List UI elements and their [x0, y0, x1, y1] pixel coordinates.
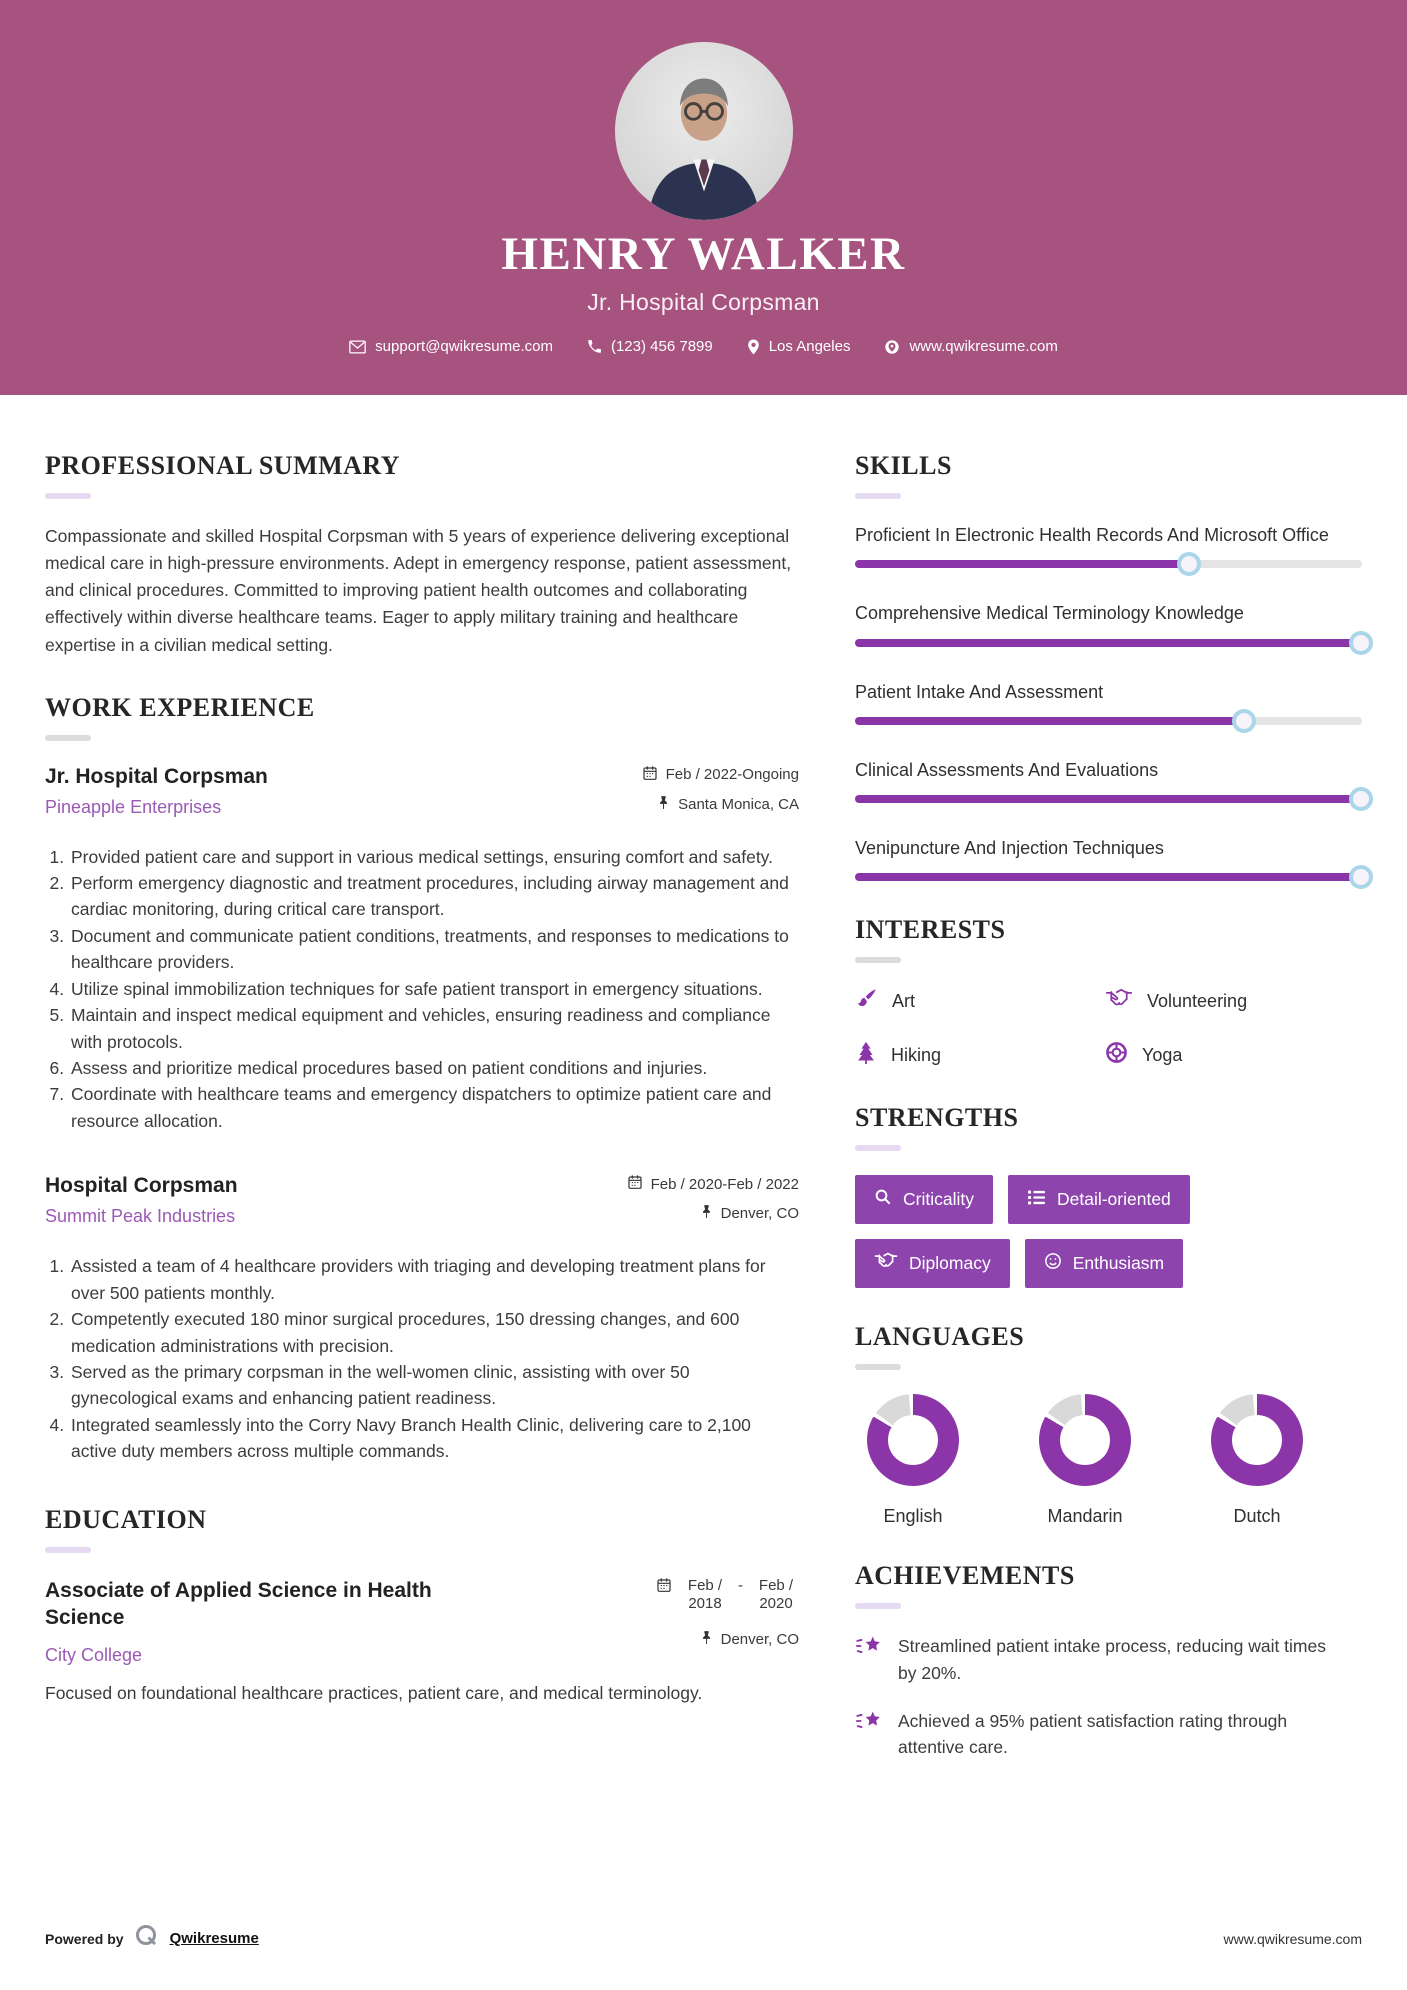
calendar-icon [656, 1577, 672, 1597]
bullet-list-icon [1027, 1189, 1046, 1211]
job-bullet: 4. Integrated seamlessly into the Corry Navy Branch Health Clinic, delivering care to 2,100 active duty members across multiple commands. [69, 1412, 799, 1465]
shooting-star-icon [855, 1633, 883, 1686]
language-item: English [867, 1394, 959, 1527]
job-entry-dates: Feb / 2020-Feb / 2022 [589, 1174, 799, 1194]
section-education [45, 1505, 799, 1707]
section-heading: EDUCATION [45, 1504, 207, 1534]
job-bullet: 6. Assess and prioritize medical procedures based on patient conditions and injuries. [69, 1055, 799, 1081]
job-entry-dates: Feb / 2022-Ongoing [589, 765, 799, 785]
language-item: Dutch [1211, 1394, 1303, 1527]
magnifier-icon [874, 1188, 892, 1211]
job-entry-title: Jr. Hospital Corpsman [45, 764, 268, 788]
heading-underline [45, 735, 91, 741]
section-heading: LANGUAGES [855, 1322, 1025, 1352]
person-name: HENRY WALKER [501, 228, 906, 280]
skill-item: Patient Intake And Assessment [855, 680, 1362, 725]
slider-thumb [1349, 787, 1373, 811]
job-entry [45, 765, 799, 1135]
skill-item: Comprehensive Medical Terminology Knowledge [855, 601, 1362, 646]
section-heading: STRENGTHS [855, 1103, 1019, 1133]
website-icon [884, 339, 900, 355]
paintbrush-icon [855, 987, 878, 1015]
section-languages [855, 1322, 1362, 1527]
qwikresume-link[interactable]: Qwikresume [169, 1930, 259, 1947]
contact-website[interactable]: www.qwikresume.com [884, 338, 1057, 355]
job-entry-title: Hospital Corpsman [45, 1174, 238, 1198]
contact-location: Los Angeles [747, 338, 851, 355]
section-professional-summary [45, 451, 799, 659]
interest-item: Yoga [1105, 1041, 1362, 1069]
strength-badge: Diplomacy [855, 1239, 1010, 1288]
job-bullet: 5. Maintain and inspect medical equipment and vehicles, ensuring readiness and compliance with protocols. [69, 1002, 799, 1055]
achievement-item: Achieved a 95% patient satisfaction rating through attentive care. [855, 1708, 1362, 1761]
job-bullet-list [45, 844, 799, 1135]
skill-item: Proficient In Electronic Health Records And Microsoft Office [855, 523, 1362, 568]
job-bullet: 2. Competently executed 180 minor surgical procedures, 150 dressing changes, and 600 medication administrations with precision. [69, 1306, 799, 1359]
calendar-icon [627, 1174, 643, 1194]
language-donut-chart [1039, 1394, 1131, 1486]
profile-photo [615, 42, 793, 220]
summary-text: Compassionate and skilled Hospital Corpsman with 5 years of experience delivering exceptional medical care in high-pressure environments. Adept in emergency response, patient assessment, and clinical procedures. Committed to improving patient health outcomes and collaborating effectively within diverse healthcare teams. Eager to apply military training and healthcare expertise in a civilian medical setting. [45, 526, 792, 655]
heading-underline [45, 1547, 91, 1553]
section-work-experience [45, 693, 799, 1465]
achievement-item: Streamlined patient intake process, reducing wait times by 20%. [855, 1633, 1362, 1686]
location-icon [747, 339, 760, 355]
heading-underline [855, 1603, 901, 1609]
education-description: Focused on foundational healthcare practices, patient care, and medical terminology. [45, 1683, 703, 1704]
slider-thumb [1349, 631, 1373, 655]
slider-thumb [1177, 552, 1201, 576]
person-portrait-icon [615, 42, 793, 220]
email-icon [349, 340, 366, 354]
skill-progress-bar [855, 560, 1362, 568]
section-heading: INTERESTS [855, 915, 1006, 945]
footer-website-link[interactable]: www.qwikresume.com [1223, 1930, 1362, 1947]
school-name: City College [45, 1645, 143, 1666]
skill-item: Clinical Assessments And Evaluations [855, 758, 1362, 803]
slider-thumb [1232, 709, 1256, 733]
interest-item: Hiking [855, 1041, 1105, 1069]
calendar-icon [642, 765, 658, 785]
interest-item: Art [855, 987, 1105, 1015]
job-bullet: 4. Utilize spinal immobilization techniques for safe patient transport in emergency situations. [69, 976, 799, 1002]
section-interests [855, 915, 1362, 1069]
handshake-icon [874, 1252, 898, 1275]
language-item: Mandarin [1039, 1394, 1131, 1527]
degree-title: Associate of Applied Science in Health Science [45, 1578, 432, 1629]
strength-badge: Criticality [855, 1175, 993, 1224]
pushpin-icon [657, 795, 670, 814]
pushpin-icon [700, 1630, 713, 1649]
page-footer [45, 1923, 1362, 1954]
job-entry [45, 1174, 799, 1464]
job-entry-location: Denver, CO [589, 1204, 799, 1223]
job-bullet: 7. Coordinate with healthcare teams and emergency dispatchers to optimize patient care and resource allocation. [69, 1081, 799, 1134]
education-location: Denver, CO [589, 1630, 799, 1649]
strength-badge: Detail-oriented [1008, 1175, 1190, 1224]
skill-progress-bar [855, 717, 1362, 725]
heading-underline [855, 957, 901, 963]
pine-tree-icon [855, 1041, 877, 1069]
job-bullet: 1. Assisted a team of 4 healthcare providers with triaging and developing treatment plans for over 500 patients monthly. [69, 1253, 799, 1306]
pushpin-icon [700, 1204, 713, 1223]
skill-item: Venipuncture And Injection Techniques [855, 836, 1362, 881]
job-entry-company: Pineapple Enterprises [45, 796, 222, 817]
heading-underline [45, 493, 91, 499]
phone-icon [587, 339, 602, 354]
section-heading: ACHIEVEMENTS [855, 1561, 1075, 1591]
heading-underline [855, 1364, 901, 1370]
powered-by-label: Powered by [45, 1930, 124, 1947]
job-bullet: 2. Perform emergency diagnostic and treatment procedures, including airway management and cardiac monitoring, during critical care transport. [69, 870, 799, 923]
heading-underline [855, 1145, 901, 1151]
contact-email[interactable]: support@qwikresume.com [349, 338, 553, 355]
shooting-star-icon [855, 1708, 883, 1761]
job-bullet: 3. Served as the primary corpsman in the well-women clinic, assisting with over 50 gynecological exams and enhancing patient readiness. [69, 1359, 799, 1412]
section-heading: WORK EXPERIENCE [45, 692, 315, 722]
contact-phone[interactable]: (123) 456 7899 [587, 338, 713, 355]
language-donut-chart [1211, 1394, 1303, 1486]
job-entry-company: Summit Peak Industries [45, 1206, 236, 1227]
qwikresume-logo-icon [134, 1923, 160, 1954]
skill-progress-bar [855, 873, 1362, 881]
job-title: Jr. Hospital Corpsman [587, 289, 820, 316]
section-heading: SKILLS [855, 451, 952, 480]
job-entry-location: Santa Monica, CA [589, 795, 799, 814]
job-bullet: 1. Provided patient care and support in various medical settings, ensuring comfort and safety. [69, 844, 799, 870]
section-strengths [855, 1103, 1362, 1288]
interest-item: Volunteering [1105, 987, 1362, 1015]
job-bullet: 3. Document and communicate patient conditions, treatments, and responses to medications to healthcare providers. [69, 923, 799, 976]
skill-progress-bar [855, 639, 1362, 647]
heading-underline [855, 493, 901, 499]
section-skills [855, 451, 1362, 881]
section-achievements [855, 1561, 1362, 1760]
language-donut-chart [867, 1394, 959, 1486]
smiley-icon [1044, 1252, 1062, 1275]
job-bullet-list [45, 1253, 799, 1464]
handshake-icon [1105, 988, 1133, 1014]
slider-thumb [1349, 865, 1373, 889]
contact-bar [0, 338, 1407, 355]
education-dates: Feb / 2018 - Feb / 2020 [589, 1577, 799, 1615]
yoga-wheel-icon [1105, 1041, 1128, 1069]
header-banner [0, 0, 1407, 395]
section-heading: PROFESSIONAL SUMMARY [45, 451, 401, 480]
strength-badge: Enthusiasm [1025, 1239, 1183, 1288]
skill-progress-bar [855, 795, 1362, 803]
